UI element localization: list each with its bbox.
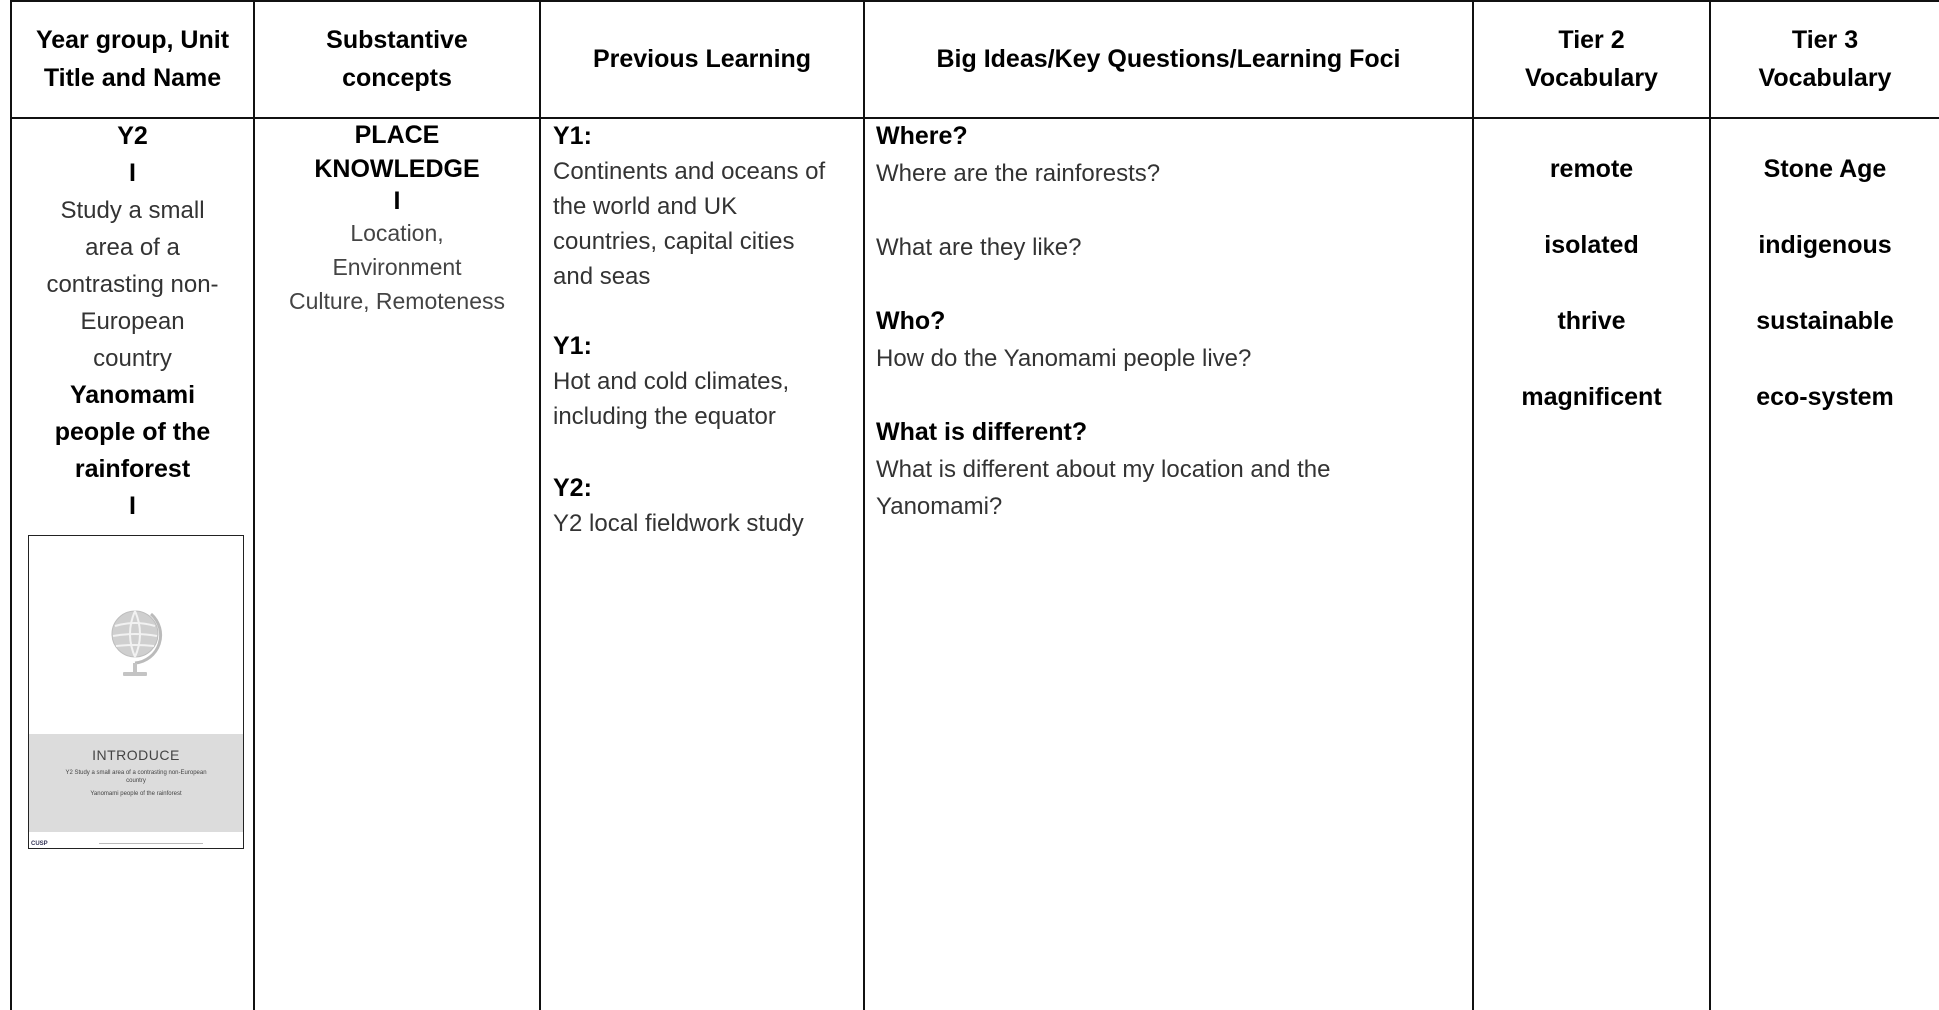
header-tier2-vocabulary: Tier 2 Vocabulary (1525, 26, 1658, 92)
unit-cell (12, 118, 253, 525)
where-heading: Where? (876, 122, 968, 150)
key-question: Where are the rainforests? (876, 160, 1161, 187)
thumbnail-subtitle: Y2 Study a small area of a contrasting non-European country (65, 770, 207, 784)
prior-year-label: Y2: (553, 474, 592, 502)
col-divider-2 (539, 0, 541, 1010)
prior-learning-item: Y2 local fieldwork study (553, 510, 804, 537)
header-unit-title: Year group, Unit Title and Name (35, 26, 230, 92)
unit-description: Study a small area of a contrasting non- European country (46, 197, 219, 372)
header-big-ideas: Big Ideas/Key Questions/Learning Foci (936, 45, 1401, 73)
key-question: What is different about my location and the Yanomami? (876, 456, 1331, 520)
tier3-word: indigenous (1758, 231, 1892, 259)
thumbnail-title: INTRODUCE (92, 747, 180, 763)
key-question: How do the Yanomami people live? (876, 345, 1252, 372)
unit-separator-2: I (129, 492, 136, 520)
tier3-word: Stone Age (1763, 155, 1887, 183)
concepts-cell (255, 118, 539, 318)
prior-year-label: Y1: (553, 122, 592, 150)
header-tier3-vocabulary: Tier 3 Vocabulary (1758, 26, 1892, 92)
col-divider-5 (1709, 0, 1711, 1010)
cusp-logo: CUSP (31, 841, 48, 847)
big-ideas-cell (876, 118, 1466, 525)
globe-icon (105, 606, 167, 682)
header-substantive-concepts: Substantive concepts (326, 26, 468, 92)
prior-learning-item: Hot and cold climates, including the equator (553, 368, 790, 430)
concepts-separator: I (393, 187, 401, 215)
thumbnail-footer-line (99, 843, 203, 844)
who-heading: Who? (876, 307, 946, 335)
tier2-word: isolated (1544, 231, 1639, 259)
unit-year: Y2 (117, 122, 148, 150)
thumbnail-unit-name: Yanomami people of the rainforest (90, 791, 182, 797)
col-divider-3 (863, 0, 865, 1010)
what-is-different-heading: What is different? (876, 418, 1088, 446)
tier3-word: sustainable (1756, 307, 1894, 335)
tier3-word: eco-system (1756, 383, 1894, 411)
concepts-heading: PLACE KNOWLEDGE (314, 121, 480, 183)
thumbnail-caption-band (29, 734, 243, 832)
header-previous-learning: Previous Learning (592, 45, 812, 73)
prior-year-label: Y1: (553, 332, 592, 360)
key-question: What are they like? (876, 234, 1082, 261)
tier2-word: magnificent (1521, 383, 1662, 411)
unit-name: Yanomami people of the rainforest (54, 381, 211, 483)
prior-learning-item: Continents and oceans of the world and UK countries, capital cities and seas (553, 158, 826, 290)
col-divider-4 (1472, 0, 1474, 1010)
unit-cover-thumbnail[interactable] (28, 535, 244, 849)
unit-separator: I (129, 159, 136, 187)
previous-learning-cell (553, 118, 863, 541)
concepts-list: Location, Environment Culture, Remoteness (288, 220, 506, 314)
tier2-word: remote (1549, 155, 1634, 183)
tier2-word: thrive (1557, 307, 1626, 335)
